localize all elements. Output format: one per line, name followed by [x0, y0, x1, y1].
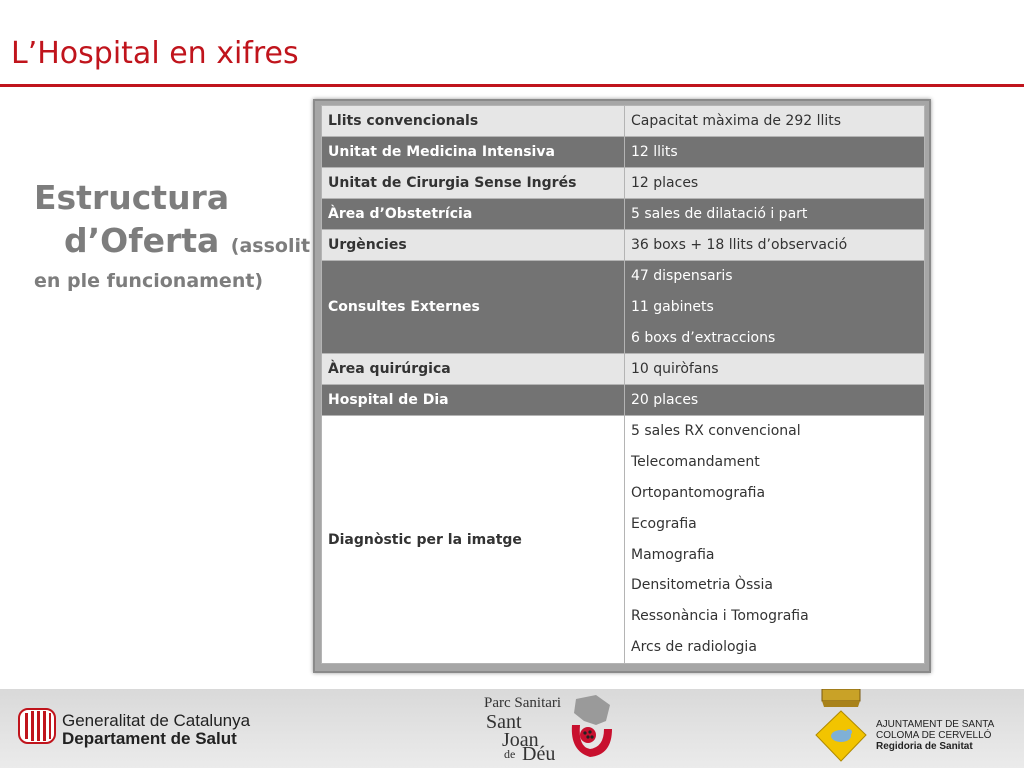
- table-row: [322, 354, 925, 385]
- row-value-line: 20 places: [631, 392, 699, 409]
- row-value-line: 6 boxs d’extraccions: [631, 329, 776, 346]
- row-label: Urgències: [322, 230, 625, 261]
- ajuntament-line-1: AJUNTAMENT DE SANTA: [876, 719, 995, 730]
- table-row: [322, 168, 925, 199]
- row-value-line: Densitometria Òssia: [631, 577, 773, 594]
- row-value-line: Mamografia: [631, 546, 715, 563]
- facts-table: [321, 105, 925, 664]
- table-row: [322, 385, 925, 416]
- heading-line-2-text: d’Oferta: [64, 221, 220, 260]
- row-label: Hospital de Dia: [322, 385, 625, 416]
- row-label: Llits convencionals: [322, 106, 625, 137]
- row-value: [625, 137, 925, 168]
- heading-note: (assolit: [230, 235, 311, 257]
- row-value-line: Ressonància i Tomografia: [631, 608, 809, 625]
- row-value: [625, 261, 925, 354]
- row-value-line: Telecomandament: [631, 454, 760, 471]
- row-value-line: 36 boxs + 18 llits d’observació: [631, 237, 848, 253]
- generalitat-name: Generalitat de Catalunya: [62, 711, 251, 730]
- row-value: [625, 106, 925, 137]
- row-label: Unitat de Cirurgia Sense Ingrés: [322, 168, 625, 199]
- slide-title: L’Hospital en xifres: [11, 36, 299, 71]
- psj-line-5: Déu: [522, 743, 556, 765]
- section-heading: [34, 176, 324, 295]
- table-row: [322, 416, 925, 663]
- title-divider: [0, 84, 1024, 87]
- row-value: [625, 168, 925, 199]
- ajuntament-line-3: Regidoria de Sanitat: [876, 741, 973, 752]
- row-value-line: 5 sales de dilatació i part: [631, 206, 808, 222]
- heading-line-2: [34, 220, 324, 267]
- ajuntament-crest-icon: [812, 689, 870, 765]
- psj-line-1: Parc Sanitari: [484, 695, 562, 711]
- row-value-line: 10 quiròfans: [631, 361, 719, 378]
- row-label: Diagnòstic per la imatge: [322, 416, 625, 663]
- row-value: [625, 199, 925, 230]
- psj-line-2: Sant: [486, 711, 522, 733]
- row-value-line: 47 dispensaris: [631, 268, 733, 284]
- row-value: [625, 385, 925, 416]
- row-value-line: 11 gabinets: [631, 298, 714, 315]
- table-row: [322, 137, 925, 168]
- table-row: [322, 106, 925, 137]
- generalitat-logo-text: [62, 712, 250, 748]
- row-label: Unitat de Medicina Intensiva: [322, 137, 625, 168]
- row-value-line: Capacitat màxima de 292 llits: [631, 113, 842, 129]
- facts-table-body: [322, 106, 925, 664]
- row-value: [625, 230, 925, 261]
- footer-bar: [0, 689, 1024, 768]
- psj-line-3: Joan: [502, 729, 539, 751]
- parc-sanitari-emblem-icon: [566, 695, 616, 763]
- generalitat-flag-icon: [18, 705, 56, 747]
- row-value: [625, 416, 925, 663]
- department-name: Departament de Salut: [62, 729, 237, 748]
- ajuntament-logo-text: [876, 719, 994, 752]
- ajuntament-line-2: COLOMA DE CERVELLÓ: [876, 730, 992, 741]
- row-value-line: Ecografia: [631, 515, 697, 532]
- parc-sanitari-logo: [484, 691, 624, 767]
- row-value: [625, 354, 925, 385]
- row-value-line: 12 places: [631, 175, 699, 191]
- row-label: Àrea d’Obstetrícia: [322, 199, 625, 230]
- row-label: Àrea quirúrgica: [322, 354, 625, 385]
- row-label: Consultes Externes: [322, 261, 625, 354]
- psj-line-4: de: [504, 747, 516, 761]
- facts-table-frame: [313, 99, 931, 673]
- table-row: [322, 261, 925, 354]
- table-row: [322, 199, 925, 230]
- row-value-line: Arcs de radiologia: [631, 638, 757, 655]
- row-value-line: 5 sales RX convencional: [631, 423, 801, 440]
- row-value-line: Ortopantomografia: [631, 484, 766, 501]
- heading-line-3: en ple funcionament): [34, 270, 264, 292]
- heading-line-1: Estructura: [34, 178, 230, 217]
- table-row: [322, 230, 925, 261]
- row-value-line: 12 llits: [631, 144, 678, 160]
